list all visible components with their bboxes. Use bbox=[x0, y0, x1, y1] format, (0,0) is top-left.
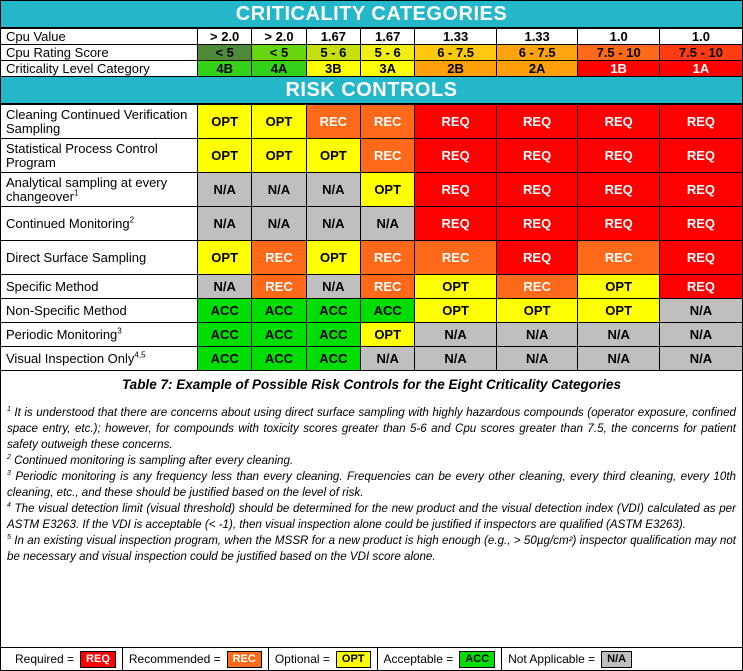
legend-swatch: REQ bbox=[80, 651, 116, 668]
criticality-cell: 2A bbox=[496, 61, 578, 77]
risk-cell-opt: OPT bbox=[197, 139, 251, 173]
legend-label: Required = bbox=[15, 652, 75, 666]
risk-row-label: Specific Method bbox=[1, 275, 197, 299]
risk-cell-req: REQ bbox=[415, 105, 497, 139]
risk-cell-req: REQ bbox=[659, 105, 742, 139]
legend-item-acc bbox=[378, 648, 503, 670]
risk-cell-n-a: N/A bbox=[306, 207, 360, 241]
risk-cell-req: REQ bbox=[659, 173, 742, 207]
risk-cell-acc: ACC bbox=[306, 299, 360, 323]
risk-row-continued-monitoring bbox=[1, 207, 742, 241]
legend-item-req bbox=[1, 648, 123, 670]
risk-controls-table bbox=[1, 104, 742, 371]
risk-cell-rec: REC bbox=[361, 275, 415, 299]
criticality-cell: 2B bbox=[415, 61, 497, 77]
risk-cell-acc: ACC bbox=[252, 323, 306, 347]
risk-row-label: Direct Surface Sampling bbox=[1, 241, 197, 275]
footnote-4: $^4$ The visual detection limit (visual threshold) should be determined for the new product and the visual detection index (VDI) calculated as per ASTM E3263. If the VDI is acceptable (< -1), then visual inspection alone could be justified if inspectors are qualified (ASTM E3263). bbox=[7, 502, 736, 531]
risk-cell-acc: ACC bbox=[197, 323, 251, 347]
risk-cell-rec: REC bbox=[415, 241, 497, 275]
legend-item-opt bbox=[269, 648, 378, 670]
risk-cell-rec: REC bbox=[252, 241, 306, 275]
risk-row-label: Visual Inspection Only$^{4,5}$ bbox=[1, 347, 197, 371]
risk-cell-acc: ACC bbox=[306, 323, 360, 347]
criticality-cell: 4A bbox=[252, 61, 306, 77]
risk-cell-opt: OPT bbox=[578, 299, 660, 323]
risk-cell-rec: REC bbox=[361, 139, 415, 173]
risk-row-label: Analytical sampling at every changeover$^1$ bbox=[1, 173, 197, 207]
risk-row-label: Non-Specific Method bbox=[1, 299, 197, 323]
risk-cell-acc: ACC bbox=[252, 347, 306, 371]
criticality-cell: 1B bbox=[578, 61, 660, 77]
risk-cell-rec: REC bbox=[578, 241, 660, 275]
risk-cell-req: REQ bbox=[659, 139, 742, 173]
risk-row-periodic-monitoring bbox=[1, 323, 742, 347]
criticality-cell: 1.33 bbox=[415, 29, 497, 45]
risk-cell-n-a: N/A bbox=[197, 207, 251, 241]
risk-cell-n-a: N/A bbox=[659, 299, 742, 323]
legend bbox=[1, 647, 742, 670]
risk-cell-rec: REC bbox=[361, 105, 415, 139]
risk-cell-acc: ACC bbox=[361, 299, 415, 323]
risk-row-specific-method bbox=[1, 275, 742, 299]
criticality-cell: 1.67 bbox=[306, 29, 360, 45]
risk-cell-rec: REC bbox=[252, 275, 306, 299]
legend-swatch: REC bbox=[227, 651, 262, 668]
risk-cell-req: REQ bbox=[578, 207, 660, 241]
criticality-cell: 5 - 6 bbox=[306, 45, 360, 61]
risk-cell-n-a: N/A bbox=[306, 275, 360, 299]
risk-cell-acc: ACC bbox=[197, 299, 251, 323]
risk-cell-opt: OPT bbox=[415, 299, 497, 323]
criticality-row-criticality-level-category bbox=[1, 61, 742, 77]
risk-cell-req: REQ bbox=[496, 241, 578, 275]
row-label: Cpu Value bbox=[1, 29, 197, 45]
criticality-cell: 7.5 - 10 bbox=[659, 45, 742, 61]
footnote-3: $^3$ Periodic monitoring is any frequency less than every cleaning. Frequencies can be every other cleaning, every third cleaning, every 10th cleaning, etc., and these should be justified based on the level of risk. bbox=[7, 470, 736, 499]
criticality-cell: 4B bbox=[197, 61, 251, 77]
criticality-table bbox=[1, 28, 742, 77]
legend-label: Recommended = bbox=[128, 652, 221, 666]
risk-cell-n-a: N/A bbox=[659, 323, 742, 347]
risk-cell-rec: REC bbox=[306, 105, 360, 139]
risk-row-visual-inspection-only bbox=[1, 347, 742, 371]
criticality-cell: 6 - 7.5 bbox=[415, 45, 497, 61]
criticality-cell: 1.67 bbox=[361, 29, 415, 45]
footnote-1: $^1$ It is understood that there are concerns about using direct surface sampling with highly hazardous compounds (operator exposure, confined space entry, etc.); however, for compounds with toxicity scores greater than 5-6 and Cpu scores greater than 7.5, the concerns for patient safety outweigh these concerns. bbox=[7, 406, 736, 451]
criticality-row-cpu-rating-score bbox=[1, 45, 742, 61]
criticality-cell: > 2.0 bbox=[252, 29, 306, 45]
risk-cell-opt: OPT bbox=[306, 139, 360, 173]
risk-cell-req: REQ bbox=[496, 207, 578, 241]
risk-cell-req: REQ bbox=[415, 207, 497, 241]
risk-cell-req: REQ bbox=[496, 105, 578, 139]
risk-cell-rec: REC bbox=[361, 241, 415, 275]
risk-row-non-specific-method bbox=[1, 299, 742, 323]
risk-cell-n-a: N/A bbox=[578, 323, 660, 347]
risk-controls-banner: RISK CONTROLS bbox=[1, 77, 742, 104]
footnotes bbox=[7, 405, 736, 565]
risk-cell-opt: OPT bbox=[361, 173, 415, 207]
risk-cell-opt: OPT bbox=[252, 139, 306, 173]
criticality-row-cpu-value bbox=[1, 29, 742, 45]
criticality-cell: 1.33 bbox=[496, 29, 578, 45]
legend-swatch: OPT bbox=[336, 651, 371, 668]
footnote-2: $^2$ Continued monitoring is sampling after every cleaning. bbox=[7, 454, 294, 467]
risk-cell-n-a: N/A bbox=[496, 323, 578, 347]
risk-cell-req: REQ bbox=[496, 139, 578, 173]
criticality-cell: 1.0 bbox=[578, 29, 660, 45]
risk-cell-n-a: N/A bbox=[578, 347, 660, 371]
criticality-cell: < 5 bbox=[197, 45, 251, 61]
criticality-cell: 3B bbox=[306, 61, 360, 77]
row-label: Cpu Rating Score bbox=[1, 45, 197, 61]
risk-cell-n-a: N/A bbox=[496, 347, 578, 371]
criticality-categories-banner: CRITICALITY CATEGORIES bbox=[1, 1, 742, 28]
risk-cell-req: REQ bbox=[578, 105, 660, 139]
risk-cell-opt: OPT bbox=[197, 105, 251, 139]
risk-row-direct-surface-sampling bbox=[1, 241, 742, 275]
criticality-cell: 3A bbox=[361, 61, 415, 77]
risk-row-label: Continued Monitoring$^2$ bbox=[1, 207, 197, 241]
legend-swatch: N/A bbox=[601, 651, 632, 668]
risk-cell-n-a: N/A bbox=[306, 173, 360, 207]
risk-cell-req: REQ bbox=[415, 139, 497, 173]
criticality-cell: 1A bbox=[659, 61, 742, 77]
risk-cell-req: REQ bbox=[659, 241, 742, 275]
risk-cell-n-a: N/A bbox=[659, 347, 742, 371]
risk-cell-n-a: N/A bbox=[361, 207, 415, 241]
notes-section bbox=[1, 371, 742, 565]
legend-item-n-a bbox=[502, 648, 638, 670]
criticality-cell: 6 - 7.5 bbox=[496, 45, 578, 61]
risk-cell-n-a: N/A bbox=[252, 173, 306, 207]
risk-cell-n-a: N/A bbox=[252, 207, 306, 241]
criticality-cell: 5 - 6 bbox=[361, 45, 415, 61]
row-label: Criticality Level Category bbox=[1, 61, 197, 77]
criticality-cell: < 5 bbox=[252, 45, 306, 61]
criticality-cell: 7.5 - 10 bbox=[578, 45, 660, 61]
risk-row-label: Statistical Process Control Program bbox=[1, 139, 197, 173]
risk-row-cleaning-continued-verification-sampling bbox=[1, 105, 742, 139]
criticality-cell: 1.0 bbox=[659, 29, 742, 45]
risk-cell-opt: OPT bbox=[415, 275, 497, 299]
risk-row-label: Cleaning Continued Verification Sampling bbox=[1, 105, 197, 139]
risk-row-analytical-sampling-at-every-changeover bbox=[1, 173, 742, 207]
risk-row-label: Periodic Monitoring$^3$ bbox=[1, 323, 197, 347]
footnote-5: $^5$ In an existing visual inspection program, when the MSSR for a new product is high enough (e.g., > 50µg/cm²) inspector qualification may not be necessary and visual inspection could be justified based on the VDI score alone. bbox=[7, 534, 736, 563]
risk-cell-n-a: N/A bbox=[415, 323, 497, 347]
table-caption: Table 7: Example of Possible Risk Controls for the Eight Criticality Categories bbox=[121, 377, 622, 392]
risk-cell-n-a: N/A bbox=[415, 347, 497, 371]
risk-cell-opt: OPT bbox=[197, 241, 251, 275]
risk-cell-req: REQ bbox=[578, 173, 660, 207]
risk-cell-req: REQ bbox=[659, 207, 742, 241]
legend-item-rec bbox=[123, 648, 269, 670]
risk-cell-acc: ACC bbox=[252, 299, 306, 323]
criticality-cell: > 2.0 bbox=[197, 29, 251, 45]
risk-cell-req: REQ bbox=[578, 139, 660, 173]
legend-swatch: ACC bbox=[459, 651, 495, 668]
legend-label: Not Applicable = bbox=[508, 652, 596, 666]
risk-cell-n-a: N/A bbox=[361, 347, 415, 371]
legend-label: Optional = bbox=[274, 652, 330, 666]
risk-row-statistical-process-control-program bbox=[1, 139, 742, 173]
risk-cell-req: REQ bbox=[415, 173, 497, 207]
risk-cell-opt: OPT bbox=[496, 299, 578, 323]
risk-cell-acc: ACC bbox=[197, 347, 251, 371]
risk-cell-rec: REC bbox=[496, 275, 578, 299]
risk-cell-req: REQ bbox=[659, 275, 742, 299]
risk-cell-opt: OPT bbox=[361, 323, 415, 347]
risk-cell-req: REQ bbox=[496, 173, 578, 207]
legend-label: Acceptable = bbox=[383, 652, 454, 666]
risk-cell-n-a: N/A bbox=[197, 173, 251, 207]
risk-cell-opt: OPT bbox=[252, 105, 306, 139]
risk-cell-opt: OPT bbox=[306, 241, 360, 275]
risk-cell-acc: ACC bbox=[306, 347, 360, 371]
risk-cell-n-a: N/A bbox=[197, 275, 251, 299]
risk-cell-opt: OPT bbox=[578, 275, 660, 299]
